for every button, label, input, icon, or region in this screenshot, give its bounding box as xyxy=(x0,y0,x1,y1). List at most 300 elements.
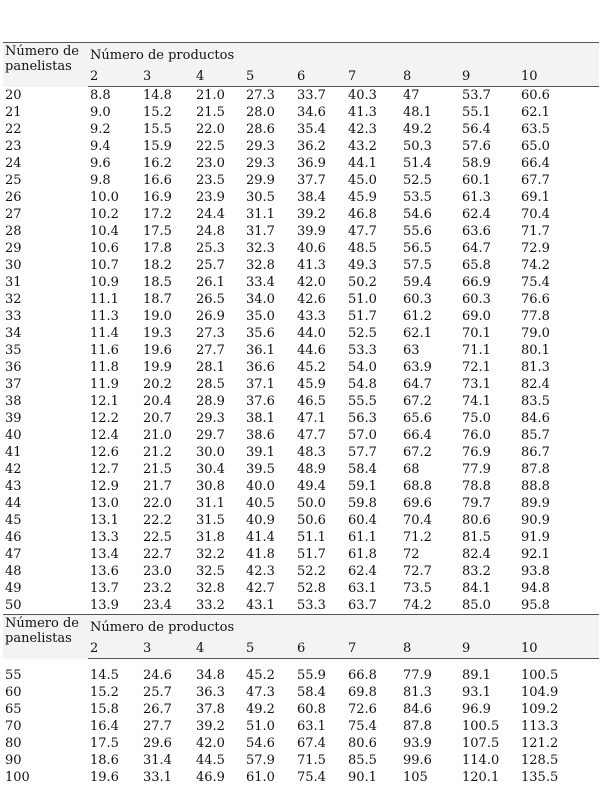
row-label-cell: 80 xyxy=(5,736,22,751)
value-cell: 49.3 xyxy=(348,258,377,273)
table-row xyxy=(3,206,599,223)
value-cell: 24.4 xyxy=(196,207,225,222)
value-cell: 37.6 xyxy=(246,394,275,409)
table-row xyxy=(3,223,599,240)
value-cell: 90.9 xyxy=(521,513,550,528)
value-cell: 11.9 xyxy=(90,377,119,392)
value-cell: 27.3 xyxy=(196,326,225,341)
value-cell: 63.1 xyxy=(348,581,377,596)
row-label-cell: 41 xyxy=(5,445,22,460)
value-cell: 73.5 xyxy=(403,581,432,596)
value-cell: 53.7 xyxy=(462,88,491,103)
value-cell: 11.6 xyxy=(90,343,119,358)
row-label-cell: 20 xyxy=(5,87,22,103)
table-row xyxy=(3,580,599,597)
value-cell: 36.3 xyxy=(196,685,225,700)
value-cell: 70.4 xyxy=(403,513,432,528)
value-cell: 21.7 xyxy=(143,479,172,494)
value-cell: 57.5 xyxy=(403,258,432,273)
value-cell: 78.8 xyxy=(462,479,491,494)
value-cell: 93.1 xyxy=(462,685,491,700)
column-header: 2 xyxy=(88,640,141,659)
value-cell: 58.4 xyxy=(297,685,326,700)
value-cell: 51.7 xyxy=(297,547,326,562)
row-label-cell: 42 xyxy=(5,462,22,477)
value-cell: 9.6 xyxy=(90,156,111,171)
value-cell: 34.8 xyxy=(196,668,225,683)
value-cell: 40.6 xyxy=(297,241,326,256)
value-cell: 23.0 xyxy=(143,564,172,579)
value-cell: 32.8 xyxy=(246,258,275,273)
table-row xyxy=(3,342,599,359)
value-cell: 68 xyxy=(403,462,420,477)
value-cell: 22.0 xyxy=(196,122,225,137)
value-cell: 49.2 xyxy=(403,122,432,137)
value-cell: 45.2 xyxy=(297,360,326,375)
value-cell: 59.8 xyxy=(348,496,377,511)
row-label-cell: 48 xyxy=(5,564,22,579)
value-cell: 13.4 xyxy=(90,547,119,562)
table-row xyxy=(3,87,599,105)
value-cell: 57.0 xyxy=(348,428,377,443)
value-cell: 15.2 xyxy=(90,685,119,700)
table-row xyxy=(3,667,599,684)
value-cell: 47.3 xyxy=(246,685,275,700)
value-cell: 67.2 xyxy=(403,445,432,460)
value-cell: 10.2 xyxy=(90,207,119,222)
value-cell: 54.0 xyxy=(348,360,377,375)
value-cell: 85.0 xyxy=(462,598,491,613)
value-cell: 32.5 xyxy=(196,564,225,579)
value-cell: 36.6 xyxy=(246,360,275,375)
value-cell: 85.7 xyxy=(521,428,550,443)
value-cell: 61.3 xyxy=(462,190,491,205)
value-cell: 26.7 xyxy=(143,702,172,717)
value-cell: 42.0 xyxy=(196,736,225,751)
row-label-cell: 22 xyxy=(5,122,22,137)
value-cell: 12.6 xyxy=(90,445,119,460)
value-cell: 11.3 xyxy=(90,309,119,324)
table-row xyxy=(3,410,599,427)
value-cell: 13.7 xyxy=(90,581,119,596)
value-cell: 53.3 xyxy=(348,343,377,358)
value-cell: 21.5 xyxy=(143,462,172,477)
value-cell: 47.1 xyxy=(297,411,326,426)
value-cell: 25.7 xyxy=(143,685,172,700)
value-cell: 64.7 xyxy=(462,241,491,256)
value-cell: 44.0 xyxy=(297,326,326,341)
value-cell: 59.4 xyxy=(403,275,432,290)
value-cell: 46.5 xyxy=(297,394,326,409)
value-cell: 128.5 xyxy=(521,753,559,768)
value-cell: 21.0 xyxy=(196,88,225,103)
value-cell: 87.8 xyxy=(403,719,432,734)
value-cell: 80.6 xyxy=(462,513,491,528)
column-header: 2 xyxy=(88,68,141,87)
value-cell: 96.9 xyxy=(462,702,491,717)
value-cell: 47 xyxy=(403,88,420,103)
value-cell: 69.1 xyxy=(521,190,550,205)
value-cell: 51.0 xyxy=(246,719,275,734)
value-cell: 114.0 xyxy=(462,753,500,768)
value-cell: 30.5 xyxy=(246,190,275,205)
value-cell: 76.0 xyxy=(462,428,491,443)
column-header: 9 xyxy=(460,68,519,87)
value-cell: 23.5 xyxy=(196,173,225,188)
row-label-cell: 45 xyxy=(5,513,22,528)
value-cell: 9.0 xyxy=(90,105,111,120)
value-cell: 54.6 xyxy=(403,207,432,222)
value-cell: 60.1 xyxy=(462,173,491,188)
row-label-cell: 32 xyxy=(5,292,22,307)
row-label-cell: 36 xyxy=(5,360,22,375)
row-label-cell: 43 xyxy=(5,479,22,494)
value-cell: 11.4 xyxy=(90,326,119,341)
value-cell: 37.1 xyxy=(246,377,275,392)
panelists-products-table xyxy=(3,42,599,786)
value-cell: 9.8 xyxy=(90,173,111,188)
value-cell: 50.3 xyxy=(403,139,432,154)
value-cell: 35.4 xyxy=(297,122,326,137)
value-cell: 53.3 xyxy=(297,598,326,613)
value-cell: 100.5 xyxy=(521,668,559,683)
value-cell: 30.0 xyxy=(196,445,225,460)
row-label-cell: 25 xyxy=(5,173,22,188)
value-cell: 87.8 xyxy=(521,462,550,477)
value-cell: 93.9 xyxy=(403,736,432,751)
value-cell: 61.0 xyxy=(246,770,275,785)
value-cell: 23.4 xyxy=(143,598,172,613)
value-cell: 9.4 xyxy=(90,139,111,154)
value-cell: 81.3 xyxy=(403,685,432,700)
column-header: 4 xyxy=(194,68,244,87)
value-cell: 66.9 xyxy=(462,275,491,290)
value-cell: 22.7 xyxy=(143,547,172,562)
row-label-cell: 31 xyxy=(5,275,22,290)
value-cell: 52.2 xyxy=(297,564,326,579)
value-cell: 40.0 xyxy=(246,479,275,494)
value-cell: 28.1 xyxy=(196,360,225,375)
column-header: 7 xyxy=(346,68,401,87)
row-label-cell: 23 xyxy=(5,139,22,154)
value-cell: 35.0 xyxy=(246,309,275,324)
column-header: 3 xyxy=(141,68,194,87)
value-cell: 79.7 xyxy=(462,496,491,511)
value-cell: 69.0 xyxy=(462,309,491,324)
value-cell: 66.4 xyxy=(403,428,432,443)
value-cell: 21.2 xyxy=(143,445,172,460)
value-cell: 16.9 xyxy=(143,190,172,205)
value-cell: 28.6 xyxy=(246,122,275,137)
value-cell: 19.0 xyxy=(143,309,172,324)
value-cell: 49.4 xyxy=(297,479,326,494)
column-header: 7 xyxy=(346,640,401,659)
value-cell: 40.9 xyxy=(246,513,275,528)
value-cell: 48.9 xyxy=(297,462,326,477)
table-row xyxy=(3,444,599,461)
table-row xyxy=(3,597,599,615)
row-label-header: Número de panelistas xyxy=(3,615,88,659)
table-row xyxy=(3,529,599,546)
value-cell: 52.5 xyxy=(403,173,432,188)
value-cell: 55.9 xyxy=(297,668,326,683)
value-cell: 31.1 xyxy=(246,207,275,222)
value-cell: 29.3 xyxy=(246,139,275,154)
value-cell: 47.7 xyxy=(297,428,326,443)
value-cell: 72 xyxy=(403,547,420,562)
row-label-cell: 44 xyxy=(5,496,22,511)
value-cell: 39.9 xyxy=(297,224,326,239)
column-headers-row xyxy=(3,640,599,659)
value-cell: 28.9 xyxy=(196,394,225,409)
value-cell: 85.5 xyxy=(348,753,377,768)
value-cell: 75.4 xyxy=(348,719,377,734)
column-header: 5 xyxy=(244,68,295,87)
column-header: 9 xyxy=(460,640,519,659)
value-cell: 41.4 xyxy=(246,530,275,545)
table-row xyxy=(3,701,599,718)
value-cell: 82.4 xyxy=(462,547,491,562)
row-label-cell: 49 xyxy=(5,581,22,596)
value-cell: 42.3 xyxy=(246,564,275,579)
value-cell: 58.9 xyxy=(462,156,491,171)
value-cell: 20.2 xyxy=(143,377,172,392)
value-cell: 29.7 xyxy=(196,428,225,443)
value-cell: 56.5 xyxy=(403,241,432,256)
row-label-cell: 27 xyxy=(5,207,22,222)
value-cell: 33.1 xyxy=(143,770,172,785)
row-label-cell: 28 xyxy=(5,224,22,239)
value-cell: 10.7 xyxy=(90,258,119,273)
value-cell: 44.1 xyxy=(348,156,377,171)
value-cell: 72.9 xyxy=(521,241,550,256)
value-cell: 61.1 xyxy=(348,530,377,545)
value-cell: 56.4 xyxy=(462,122,491,137)
value-cell: 29.3 xyxy=(246,156,275,171)
value-cell: 19.6 xyxy=(90,770,119,785)
value-cell: 40.3 xyxy=(348,88,377,103)
value-cell: 81.5 xyxy=(462,530,491,545)
column-group-title: Número de productos xyxy=(88,43,599,69)
value-cell: 18.6 xyxy=(90,753,119,768)
table-row xyxy=(3,427,599,444)
value-cell: 67.2 xyxy=(403,394,432,409)
value-cell: 44.6 xyxy=(297,343,326,358)
value-cell: 90.1 xyxy=(348,770,377,785)
value-cell: 47.7 xyxy=(348,224,377,239)
value-cell: 59.1 xyxy=(348,479,377,494)
value-cell: 64.7 xyxy=(403,377,432,392)
value-cell: 12.1 xyxy=(90,394,119,409)
value-cell: 81.3 xyxy=(521,360,550,375)
value-cell: 42.3 xyxy=(348,122,377,137)
value-cell: 31.1 xyxy=(196,496,225,511)
value-cell: 25.7 xyxy=(196,258,225,273)
value-cell: 28.0 xyxy=(246,105,275,120)
value-cell: 100.5 xyxy=(462,719,500,734)
table-row xyxy=(3,684,599,701)
row-label-cell: 55 xyxy=(5,668,22,683)
row-label-cell: 29 xyxy=(5,241,22,256)
value-cell: 15.8 xyxy=(90,702,119,717)
value-cell: 23.0 xyxy=(196,156,225,171)
value-cell: 63 xyxy=(403,343,420,358)
value-cell: 19.6 xyxy=(143,343,172,358)
value-cell: 44.5 xyxy=(196,753,225,768)
value-cell: 94.8 xyxy=(521,581,550,596)
value-cell: 31.7 xyxy=(246,224,275,239)
table-row xyxy=(3,308,599,325)
value-cell: 33.2 xyxy=(196,598,225,613)
value-cell: 39.1 xyxy=(246,445,275,460)
value-cell: 33.7 xyxy=(297,88,326,103)
value-cell: 46.8 xyxy=(348,207,377,222)
value-cell: 39.2 xyxy=(297,207,326,222)
table-body-1 xyxy=(3,87,599,615)
value-cell: 28.5 xyxy=(196,377,225,392)
value-cell: 40.5 xyxy=(246,496,275,511)
value-cell: 105 xyxy=(403,770,428,785)
value-cell: 19.3 xyxy=(143,326,172,341)
value-cell: 68.8 xyxy=(403,479,432,494)
value-cell: 18.5 xyxy=(143,275,172,290)
value-cell: 61.8 xyxy=(348,547,377,562)
value-cell: 43.1 xyxy=(246,598,275,613)
value-cell: 60.4 xyxy=(348,513,377,528)
value-cell: 74.2 xyxy=(521,258,550,273)
value-cell: 52.5 xyxy=(348,326,377,341)
value-cell: 95.8 xyxy=(521,598,550,613)
row-label-cell: 39 xyxy=(5,411,22,426)
value-cell: 22.2 xyxy=(143,513,172,528)
value-cell: 63.5 xyxy=(521,122,550,137)
value-cell: 42.6 xyxy=(297,292,326,307)
value-cell: 13.9 xyxy=(90,598,119,613)
value-cell: 13.0 xyxy=(90,496,119,511)
value-cell: 27.3 xyxy=(246,88,275,103)
value-cell: 8.8 xyxy=(90,88,111,103)
value-cell: 65.8 xyxy=(462,258,491,273)
value-cell: 15.2 xyxy=(143,105,172,120)
table-row xyxy=(3,512,599,529)
value-cell: 36.1 xyxy=(246,343,275,358)
value-cell: 27.7 xyxy=(143,719,172,734)
column-header: 5 xyxy=(244,640,295,659)
value-cell: 45.0 xyxy=(348,173,377,188)
table-row xyxy=(3,393,599,410)
value-cell: 16.4 xyxy=(90,719,119,734)
value-cell: 10.0 xyxy=(90,190,119,205)
value-cell: 84.1 xyxy=(462,581,491,596)
value-cell: 22.5 xyxy=(196,139,225,154)
column-headers-row xyxy=(3,68,599,87)
value-cell: 16.6 xyxy=(143,173,172,188)
value-cell: 20.7 xyxy=(143,411,172,426)
row-label-cell: 40 xyxy=(5,428,22,443)
value-cell: 23.9 xyxy=(196,190,225,205)
value-cell: 56.3 xyxy=(348,411,377,426)
value-cell: 54.8 xyxy=(348,377,377,392)
value-cell: 50.2 xyxy=(348,275,377,290)
table-row xyxy=(3,769,599,786)
value-cell: 19.9 xyxy=(143,360,172,375)
value-cell: 29.6 xyxy=(143,736,172,751)
value-cell: 76.9 xyxy=(462,445,491,460)
value-cell: 62.1 xyxy=(521,105,550,120)
row-label-header: Número de panelistas xyxy=(3,43,88,87)
table-row xyxy=(3,240,599,257)
value-cell: 109.2 xyxy=(521,702,559,717)
value-cell: 86.7 xyxy=(521,445,550,460)
value-cell: 34.0 xyxy=(246,292,275,307)
value-cell: 17.5 xyxy=(90,736,119,751)
column-header: 4 xyxy=(194,640,244,659)
value-cell: 89.1 xyxy=(462,668,491,683)
value-cell: 72.7 xyxy=(403,564,432,579)
value-cell: 70.1 xyxy=(462,326,491,341)
column-header: 10 xyxy=(519,640,599,659)
value-cell: 30.8 xyxy=(196,479,225,494)
document-page xyxy=(3,42,599,786)
value-cell: 71.5 xyxy=(297,753,326,768)
value-cell: 77.9 xyxy=(462,462,491,477)
value-cell: 10.4 xyxy=(90,224,119,239)
table-header-1 xyxy=(3,43,599,87)
value-cell: 63.6 xyxy=(462,224,491,239)
value-cell: 11.1 xyxy=(90,292,119,307)
value-cell: 41.3 xyxy=(348,105,377,120)
value-cell: 29.9 xyxy=(246,173,275,188)
table-row xyxy=(3,376,599,393)
value-cell: 91.9 xyxy=(521,530,550,545)
value-cell: 17.2 xyxy=(143,207,172,222)
value-cell: 15.5 xyxy=(143,122,172,137)
value-cell: 48.1 xyxy=(403,105,432,120)
value-cell: 35.6 xyxy=(246,326,275,341)
value-cell: 10.9 xyxy=(90,275,119,290)
row-label-cell: 26 xyxy=(5,190,22,205)
value-cell: 37.7 xyxy=(297,173,326,188)
value-cell: 12.9 xyxy=(90,479,119,494)
value-cell: 70.4 xyxy=(521,207,550,222)
table-row xyxy=(3,291,599,308)
value-cell: 52.8 xyxy=(297,581,326,596)
value-cell: 36.9 xyxy=(297,156,326,171)
value-cell: 14.5 xyxy=(90,668,119,683)
value-cell: 50.6 xyxy=(297,513,326,528)
value-cell: 12.7 xyxy=(90,462,119,477)
table-row xyxy=(3,495,599,512)
table-row xyxy=(3,155,599,172)
value-cell: 13.1 xyxy=(90,513,119,528)
value-cell: 32.2 xyxy=(196,547,225,562)
column-header: 3 xyxy=(141,640,194,659)
value-cell: 69.8 xyxy=(348,685,377,700)
column-header: 8 xyxy=(401,640,460,659)
value-cell: 99.6 xyxy=(403,753,432,768)
value-cell: 29.3 xyxy=(196,411,225,426)
value-cell: 26.5 xyxy=(196,292,225,307)
value-cell: 15.9 xyxy=(143,139,172,154)
value-cell: 121.2 xyxy=(521,736,559,751)
value-cell: 43.3 xyxy=(297,309,326,324)
value-cell: 60.8 xyxy=(297,702,326,717)
value-cell: 67.7 xyxy=(521,173,550,188)
row-label-cell: 65 xyxy=(5,702,22,717)
value-cell: 13.6 xyxy=(90,564,119,579)
row-label-cell: 30 xyxy=(5,258,22,273)
value-cell: 50.0 xyxy=(297,496,326,511)
